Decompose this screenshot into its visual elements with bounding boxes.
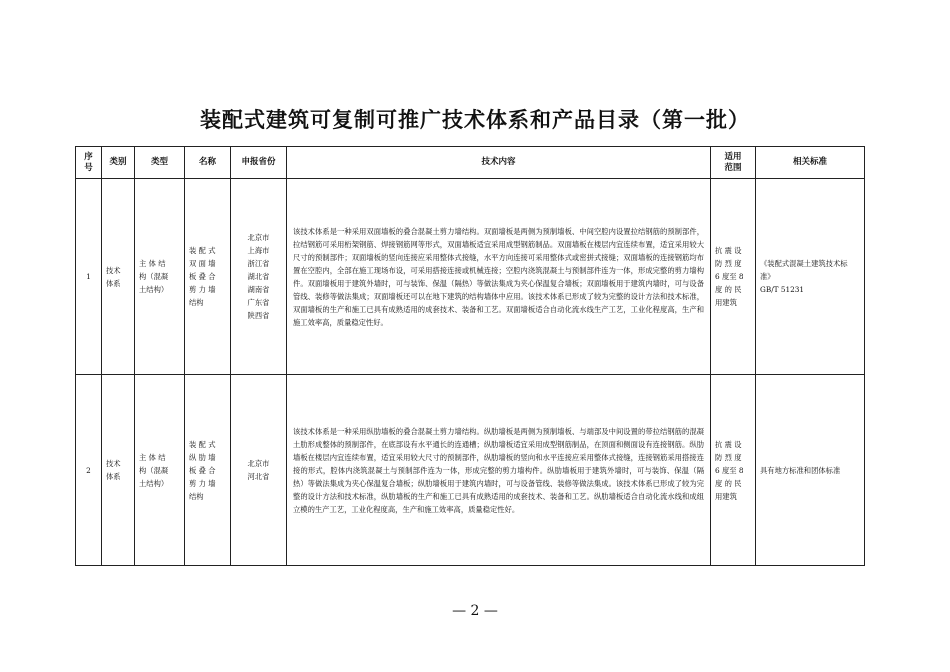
cell-type: 主 体 结 构（混凝 土结构） — [135, 179, 185, 375]
cell-name: 装 配 式 纵 肋 墙 板 叠 合 剪 力 墙 结构 — [185, 375, 231, 566]
cell-category: 技术 体系 — [102, 375, 135, 566]
header-standard: 相关标准 — [756, 147, 865, 179]
header-scope: 适用 范围 — [711, 147, 756, 179]
cell-province: 北京市 河北省 — [231, 375, 287, 566]
page-number: — 2 — — [452, 603, 498, 619]
cell-name: 装 配 式 双 面 墙 板 叠 合 剪 力 墙 结构 — [185, 179, 231, 375]
cell-type: 主 体 结 构（混凝 土结构） — [135, 375, 185, 566]
catalog-table — [75, 146, 865, 566]
header-category: 类别 — [102, 147, 135, 179]
cell-no: 2 — [76, 375, 102, 566]
header-province: 申报省份 — [231, 147, 287, 179]
table-header-row — [76, 147, 865, 179]
table-row — [76, 375, 865, 566]
cell-standard: 具有地方标准和团体标准 — [756, 375, 865, 566]
header-type: 类型 — [135, 147, 185, 179]
cell-category: 技术 体系 — [102, 179, 135, 375]
header-no: 序 号 — [76, 147, 102, 179]
document-title: 装配式建筑可复制可推广技术体系和产品目录（第一批） — [200, 108, 750, 132]
header-content: 技术内容 — [287, 147, 711, 179]
cell-province: 北京市 上海市 浙江省 湖北省 湖南省 广东省 陕西省 — [231, 179, 287, 375]
cell-content: 该技术体系是一种采用双面墙板的叠合混凝土剪力墙结构。双面墙板是两侧为预制墙板、中间空腔内设置拉结钢筋的预制部件，拉结钢筋可采用桁架钢筋、焊接钢筋网等形式，双面墙板适宜采用成型钢筋制品。双面墙板在楼层内宜连续布置，适宜采用较大尺寸的预制部件；双面墙板的竖向连接应采用整体式接缝，水平方向连接可采用整体式或密拼式接缝；双面墙板的连接钢筋均布置在空腔内，全部在施工现场布设，可采用搭接连接或机械连接；空腔内浇筑混凝土与预制部件连为一体，形成完整的剪力墙构件。双面墙板用于建筑外墙时，可与装饰、保温（隔热）等做法集成为夹心保温复合墙板；双面墙板用于建筑内墙时，可与设备管线、装修等做法集成；双面墙板还可以在地下建筑的结构墙体中应用。该技术体系已形成了较为完整的设计方法和技术标准，双面墙板的生产和施工已具有成熟适用的成套技术、装备和工艺。双面墙板适合自动化流水线生产工艺，工业化程度高，生产和施工效率高，质量稳定性好。 — [287, 179, 711, 375]
cell-scope: 抗 震 设 防 烈 度 6 度至 8 度 的 民 用建筑 — [711, 179, 756, 375]
cell-scope: 抗 震 设 防 烈 度 6 度至 8 度 的 民 用建筑 — [711, 375, 756, 566]
cell-standard: 《装配式混凝土建筑技术标准》 GB/T 51231 — [756, 179, 865, 375]
table-row — [76, 179, 865, 375]
cell-content: 该技术体系是一种采用纵肋墙板的叠合混凝土剪力墙结构。纵肋墙板是两侧为预制墙板、与端部及中间设置的带拉结钢筋的混凝土肋形成整体的预制部件，在底部设有水平通长的连通槽；纵肋墙板适宜采用成型钢筋制品，在顶面和侧面设有连接钢筋。纵肋墙板在楼层内宜连续布置，适宜采用较大尺寸的预制部件，纵肋墙板的竖向和水平连接应采用整体式接缝，连接钢筋采用搭接连接的形式，腔体内浇筑混凝土与预制部件连为一体，形成完整的剪力墙构件。纵肋墙板用于建筑外墙时，可与装饰、保温（隔热）等做法集成为夹心保温复合墙板；纵肋墙板用于建筑内墙时，可与设备管线、装修等做法集成。该技术体系已形成了较为完整的设计方法和技术标准，纵肋墙板的生产和施工已具有成熟适用的成套技术、装备和工艺。纵肋墙板适合自动化流水线和成组立模的生产工艺，工业化程度高，生产和施工效率高，质量稳定性好。 — [287, 375, 711, 566]
cell-no: 1 — [76, 179, 102, 375]
header-name: 名称 — [185, 147, 231, 179]
